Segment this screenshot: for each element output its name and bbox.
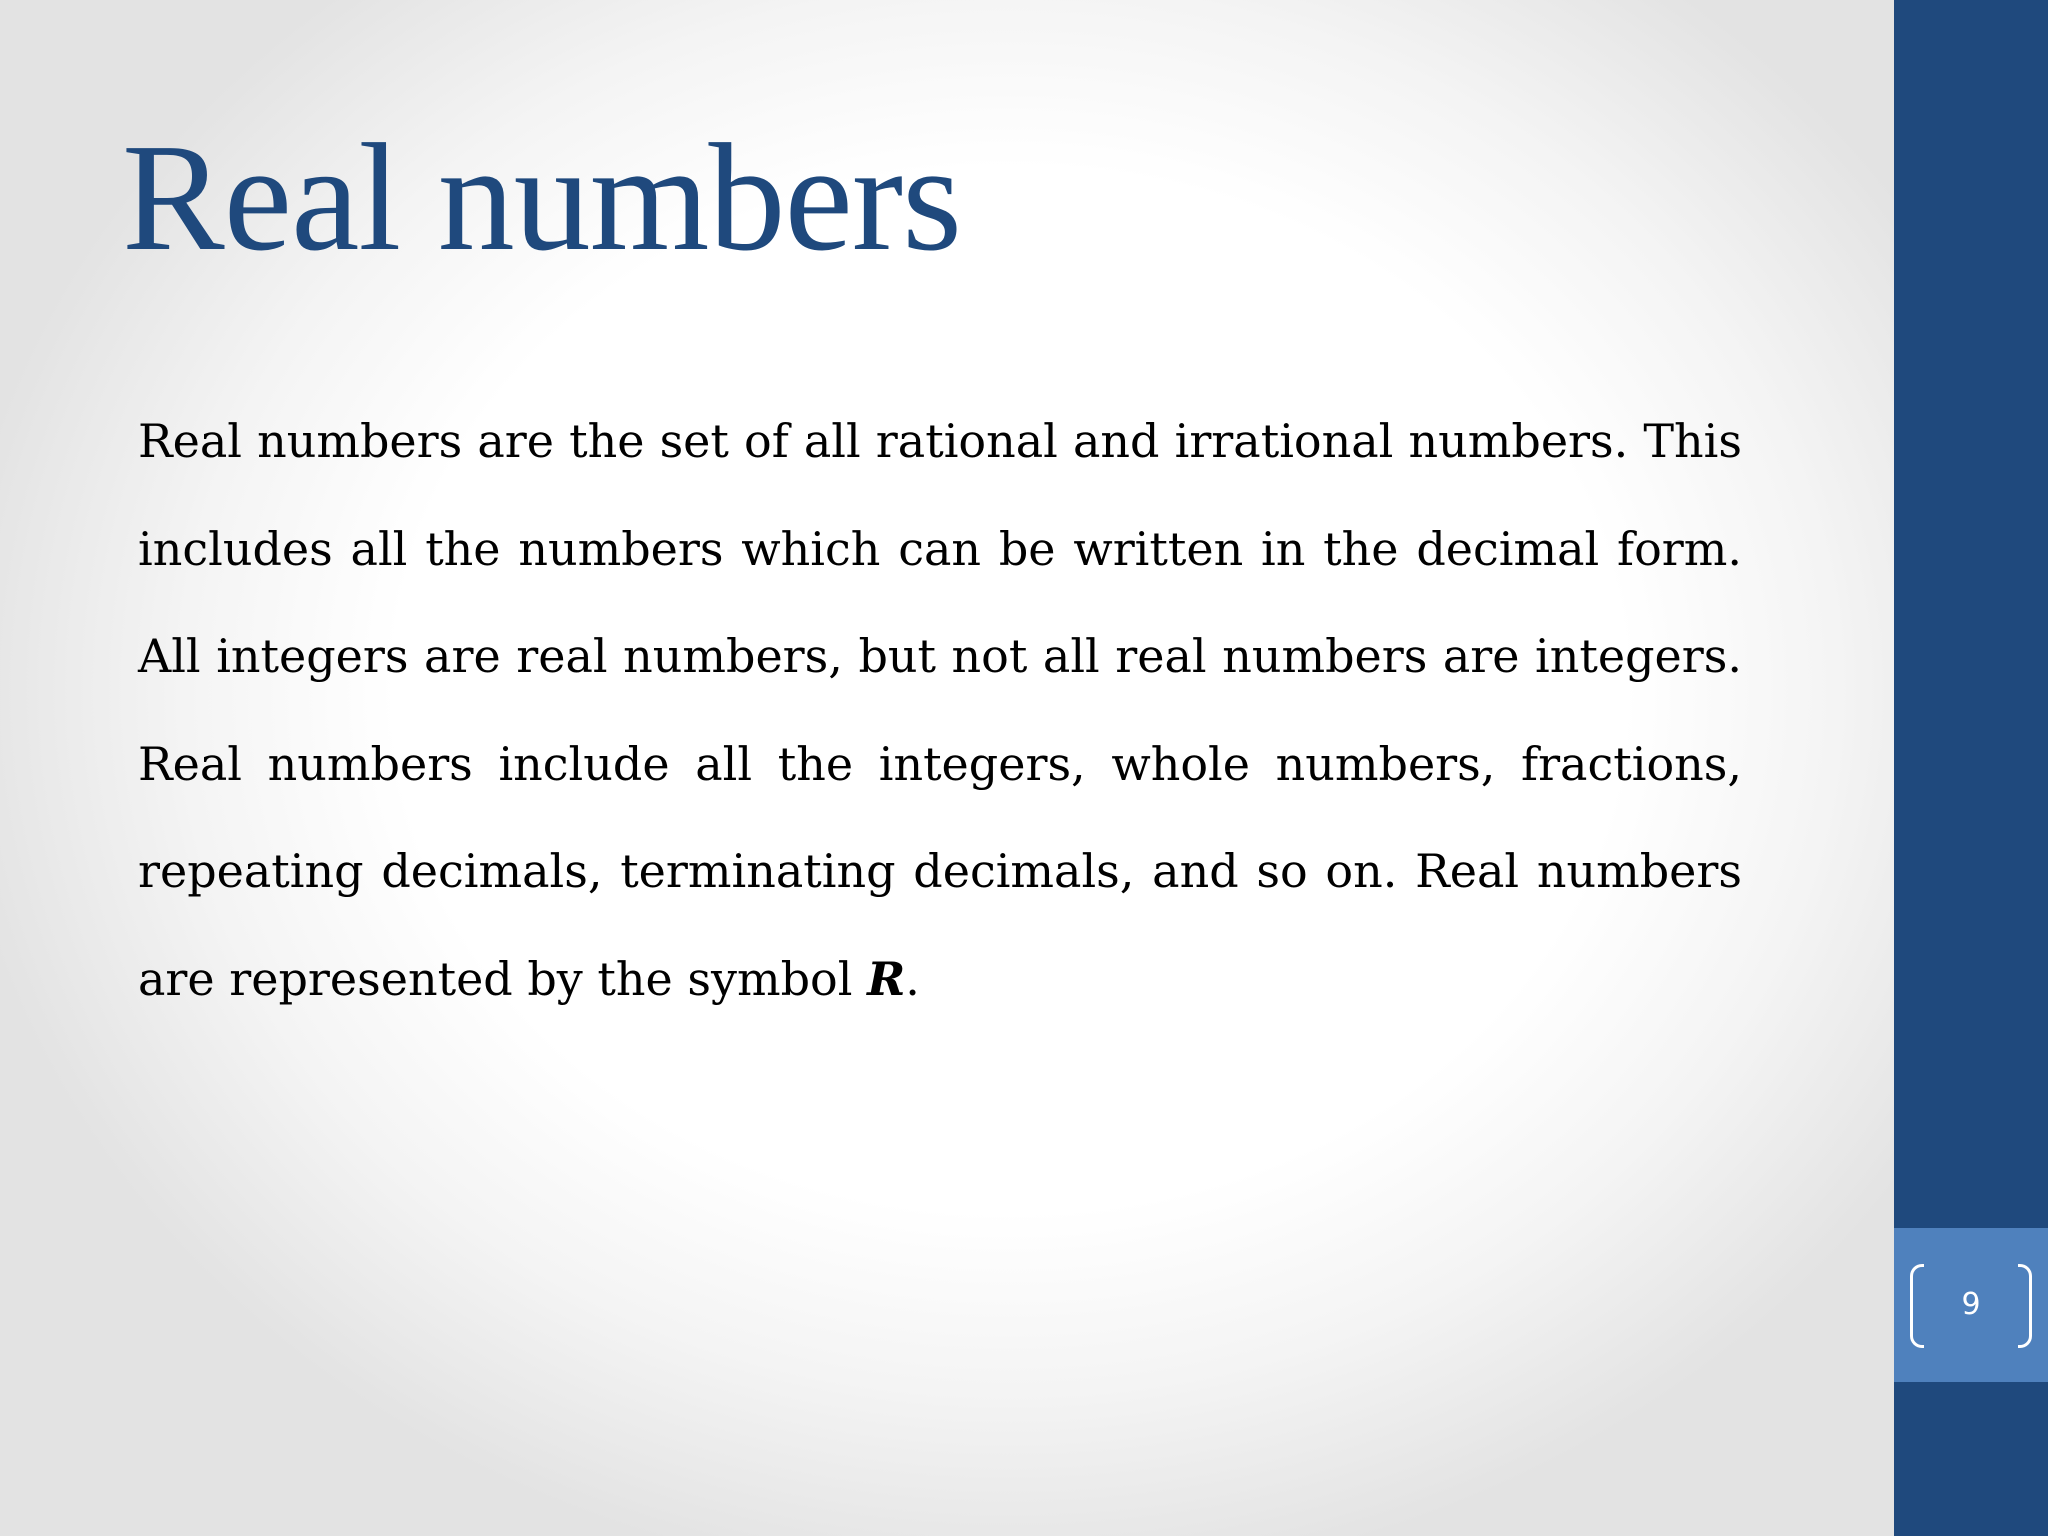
right-bracket-icon <box>2018 1264 2032 1348</box>
slide-body-text <box>138 388 1742 1033</box>
body-text-main: Real numbers are the set of all rational and irrational numbers. This includes all the numbers which can be written in the decimal form. All integers are real numbers, but not all real numbers are integers. Real numbers include all the integers, whole numbers, fractions, repeating decimals, terminating decimals, and so on. Real numbers are represented by the symbol <box>138 414 1742 1006</box>
slide-title: Real numbers <box>122 113 962 283</box>
real-numbers-symbol: R <box>867 951 906 1006</box>
slide-number-box <box>1894 1228 2048 1382</box>
slide-number: 9 <box>1961 1287 1981 1322</box>
body-text-end: . <box>905 951 920 1006</box>
